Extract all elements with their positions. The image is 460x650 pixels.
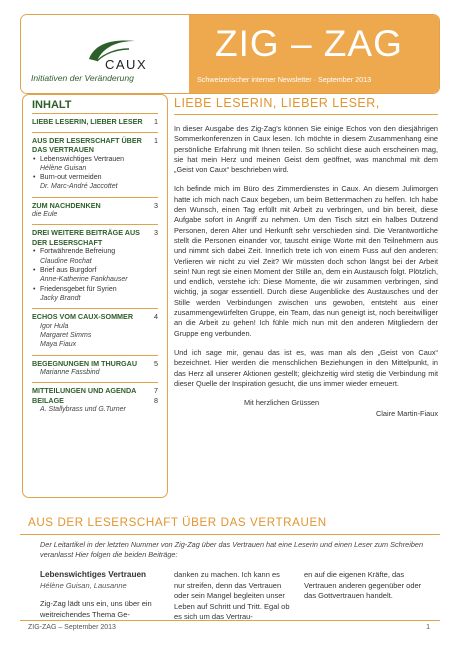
letter-title: LIEBE LESERIN, LIEBER LESER, xyxy=(174,96,438,115)
newsletter-title: ZIG – ZAG xyxy=(215,23,403,64)
newsletter-subtitle: Schweizerischer interner Newsletter · September 2013 xyxy=(197,75,372,84)
toc-author: Igor Hula xyxy=(40,322,69,330)
toc-item[interactable]: • Burn-out vermeiden xyxy=(32,173,158,182)
letter-signature: Claire Martin-Fiaux xyxy=(375,408,438,418)
article-title: AUS DER LESERSCHAFT ÜBER DAS VERTRAUEN xyxy=(28,516,327,529)
caux-logo xyxy=(21,15,189,94)
letter-closing: Mit herzlichen Grüssen xyxy=(244,398,320,408)
article-text: Zig-Zag lädt uns ein, uns über ein weitreichendes Thema Ge- xyxy=(40,599,152,619)
divider xyxy=(20,620,440,621)
toc-author: Marianne Fassbind xyxy=(40,369,100,377)
toc-author: Anne-Katherine Fankhauser xyxy=(40,276,128,284)
table-of-contents xyxy=(22,94,168,498)
toc-title: INHALT xyxy=(32,99,72,111)
article-text: danken zu machen. Ich kann es nur streifen, denn das Vertrauen oder sein Mangel begleiten unser Leben auf Schritt und Tritt. Egal ob es sich um das Vertrau- xyxy=(174,570,290,622)
editorial-letter xyxy=(174,96,438,419)
toc-link[interactable]: ZUM NACHDENKEN 3 xyxy=(32,200,158,210)
letter-closing-block xyxy=(174,398,438,419)
letter-paragraph: In dieser Ausgabe des Zig-Zag's können Sie einige Echos von den diesjährigen Sommerkonferenzen in Caux lesen. Ich möchte in diesem Zusammenhang eine persönliche Erfahrung mit Ihnen teilen. So schlicht diese auch erscheinen mag, sie hat mein Herz und meinen Geist dem geöffnet, was manchmal mit dem „Geist von Caux“ beschrieben wird. xyxy=(174,124,438,175)
logo-word: CAUX xyxy=(105,57,148,72)
toc-item[interactable]: • Lebenswichtiges Vertrauen xyxy=(32,155,158,164)
toc-item[interactable]: • Fortwährende Befreiung xyxy=(32,247,158,256)
toc-link[interactable]: LIEBE LESERIN, LIEBER LESER 1 xyxy=(32,117,158,126)
toc-link[interactable]: DREI WEITERE BEITRÄGE AUS DER LESERSCHAFT 3 xyxy=(32,228,158,247)
toc-section xyxy=(32,382,158,419)
article-column xyxy=(174,570,292,623)
toc-link[interactable]: AUS DER LESERSCHAFT ÜBER DAS VERTRAUEN 1 xyxy=(32,135,158,154)
toc-link[interactable]: ECHOS VOM CAUX-SOMMER 4 xyxy=(32,312,158,322)
toc-section xyxy=(32,224,158,308)
letter-paragraph: Ich befinde mich im Büro des Zimmerdienstes in Caux. An diesem Julimorgen hatte ich mich nach Caux begeben, um beim Bettenmachen zu helfen. Ich habe den Wunsch, einen Tag erfüllt mit Arbeit zu verbringen, und bin bereit, diese Aufgabe sofort in Angriff zu nehmen. Um den Tisch sitzt ein halbes Dutzend Personen, deren Alter und Herkunft sehr verschieden sind. Die Verantwortliche stellt die Personen einander vor, tauscht einige Worte mit den Teilnehmern aus und nimmt sich dabei Zeit. Innerlich trete ich von einem Fuss auf den anderen: Verlieren wir nicht zu viel Zeit? Wir müssten doch schon längst bei der Arbeit sein! Nun regt sie einen Moment der Stille an, dem ein Austausch folgt. Plötzlich, und endlich, verstehe ich: Diese Momente, die wir zusammen verbringen, sind wichtig, ja sogar essentiell. Durch diese Augenblicke des Austausches und der Stille werden Verbindungen zwischen uns gewoben, entsteht aus einer zusammengewürfelten Gruppe, ein Team, das nun geneigt ist, noch bereitwilliger an die Arbeit zu gehen! Ich fühle mich nun mit den anderen Mitgliedern der Gruppe eng verbunden. xyxy=(174,184,438,338)
toc-link[interactable]: MITTEILUNGEN UND AGENDA 7 xyxy=(32,386,158,396)
toc-link[interactable]: BEILAGE 8 xyxy=(32,395,158,405)
toc-author: Claudine Rochat xyxy=(40,257,92,265)
toc-author: A. Stallybrass und G.Turner xyxy=(40,406,126,414)
toc-author: Dr. Marc-André Jaccottet xyxy=(40,183,118,191)
divider xyxy=(20,534,440,535)
page-number: 1 xyxy=(426,624,430,631)
masthead xyxy=(20,14,440,94)
article-column xyxy=(40,570,158,620)
toc-section xyxy=(32,308,158,354)
toc-section xyxy=(32,113,158,132)
toc-author: Margaret Simms xyxy=(40,332,92,340)
article-author: Hélène Guisan, Lausanne xyxy=(40,580,127,590)
toc-section xyxy=(32,197,158,225)
toc-author: die Eule xyxy=(32,211,58,219)
article-intro: Der Leitartikel in der letzten Nummer von Zig-Zag über das Vertrauen hat eine Leserin und einen Leser zum Schreiben veranlasst Hier folgen die beiden Beiträge: xyxy=(40,540,424,560)
toc-section xyxy=(32,355,158,383)
article-text: en auf die eigenen Kräfte, das Vertrauen anderen gegenüber oder das Gottvertrauen handelt. xyxy=(304,570,422,601)
toc-item[interactable]: • Brief aus Burgdorf xyxy=(32,266,158,275)
toc-section xyxy=(32,132,158,197)
toc-item[interactable]: • Friedensgebet für Syrien xyxy=(32,285,158,294)
toc-author: Maya Fiaux xyxy=(40,341,77,349)
article-column xyxy=(304,570,422,602)
article-subtitle: Lebenswichtiges Vertrauen xyxy=(40,570,147,579)
toc-link[interactable]: BEGEGNUNGEN IM THURGAU 5 xyxy=(32,358,158,368)
toc-author: Jacky Brandt xyxy=(40,294,81,302)
letter-paragraph: Und ich sage mir, genau das ist es, was man als den „Geist von Caux“ bezeichnet. Hier werden die menschlichen Beziehungen in den Mittelpunkt, in das Herz all unserer Aktionen gestellt; gleichzeitig wird stetig die Verbindung mit dieser Quelle der Inspiration gesucht, die uns immer wieder erneuert. xyxy=(174,347,438,388)
footer-issue: ZIG-ZAG – September 2013 xyxy=(28,624,116,631)
logo-tagline: Initiativen der Veränderung xyxy=(31,73,134,83)
toc-author: Hélène Guisan xyxy=(40,164,87,172)
title-banner xyxy=(189,15,439,94)
